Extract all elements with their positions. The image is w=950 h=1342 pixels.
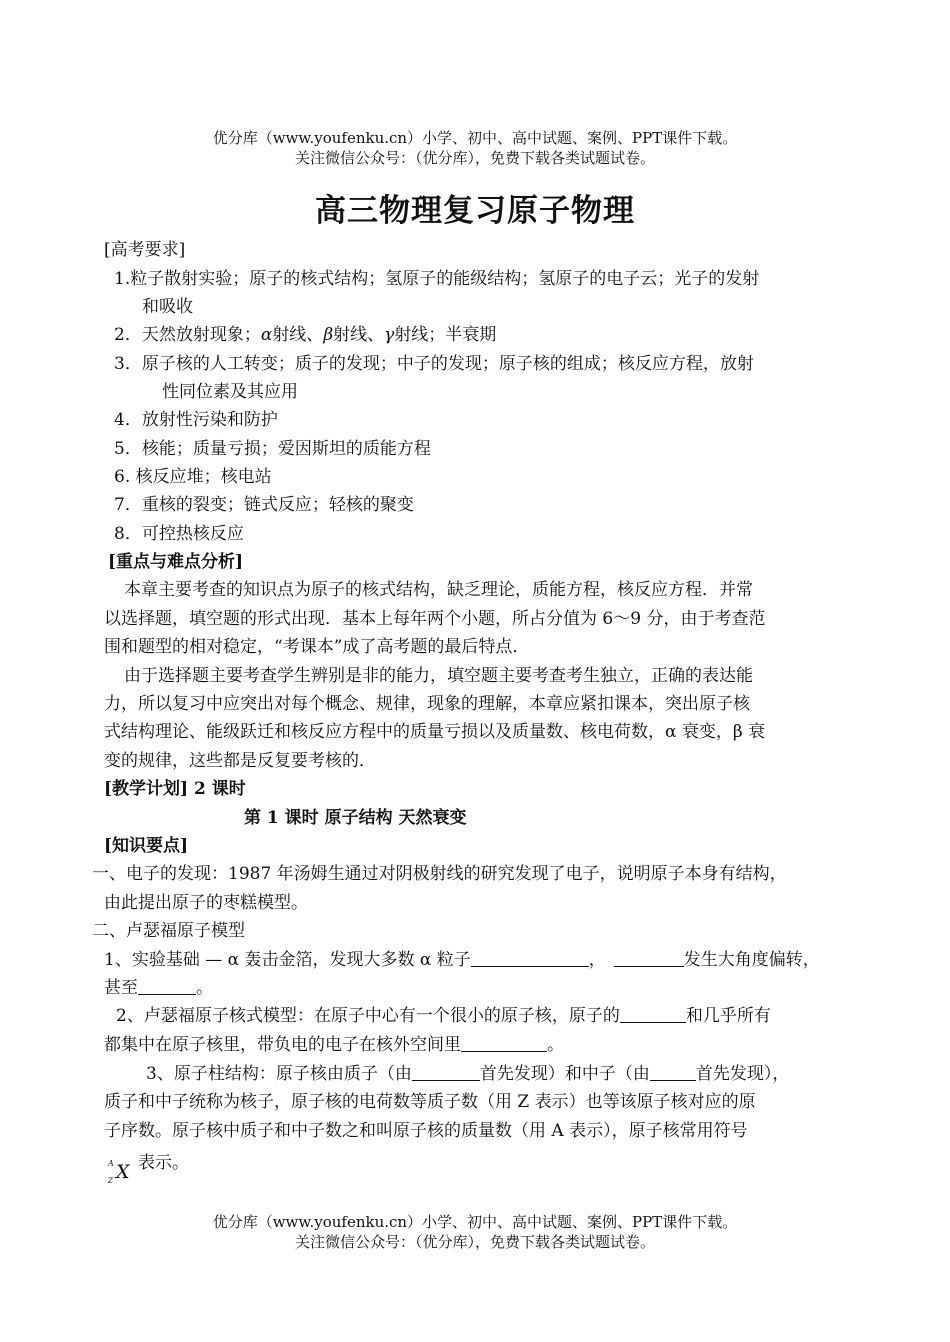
requirement-4: 4．放射性污染和防护	[114, 410, 278, 430]
requirement-2-text: 射线；半衰期	[394, 325, 497, 345]
question-3-cont: 质子和中子统称为核子，原子核的电荷数等质子数（用 Z 表示）也等该原子核对应的原	[104, 1092, 756, 1112]
analysis-paragraph-2: 变的规律，这些都是反复要考核的．	[104, 751, 376, 771]
analysis-paragraph-2: 由于选择题主要考查学生辨别是非的能力，填空题主要考查考生独立，正确的表达能	[124, 666, 753, 686]
page-footer	[0, 1212, 950, 1252]
atomic-number-label: Z	[108, 1177, 113, 1185]
requirement-2-text: 射线、	[333, 325, 385, 345]
question-3-text: 3、原子柱结构：原子核由质子（由	[146, 1064, 412, 1084]
analysis-paragraph-1: 围和题型的相对稳定，“考课本”成了高考题的最后特点．	[104, 637, 530, 657]
answer-blank[interactable]	[471, 948, 589, 967]
requirement-1: 1.粒子散射实验；原子的核式结构；氢原子的能级结构；氢原子的电子云；光子的发射	[114, 269, 760, 289]
question-1-text: ，	[588, 950, 606, 970]
question-1-text: 发生大角度偏转，	[683, 950, 820, 970]
question-2-text: 。	[547, 1035, 564, 1055]
header-line-2: 关注微信公众号：（优分库），免费下载各类试题试卷。	[294, 149, 655, 167]
header-line-1: 优分库（www.youfenku.cn）小学、初中、高中试题、案例、PPT课件下载。	[212, 129, 738, 147]
question-1-text: 。	[196, 978, 213, 998]
section-1: 一、电子的发现：1987 年汤姆生通过对阴极射线的研究发现了电子，说明原子本身有结构，	[92, 864, 787, 884]
question-1-text: 1、实验基础 — α 轰击金箔，发现大多数 α 粒子	[104, 950, 471, 970]
answer-blank[interactable]	[614, 948, 684, 967]
section-1-cont: 由此提出原子的枣糕模型。	[104, 893, 308, 913]
requirement-1-cont: 和吸收	[142, 297, 193, 317]
requirement-3: 3．原子核的人工转变；质子的发现；中子的发现；原子核的组成；核反应方程，放射	[114, 354, 754, 374]
question-2-cont	[104, 1033, 564, 1057]
question-2	[116, 1004, 771, 1028]
question-2-text: 都集中在原子核里，带负电的电子在核外空间里	[104, 1035, 461, 1055]
nuclide-symbol	[106, 1157, 136, 1191]
analysis-paragraph-2: 式结构理论、能级跃迁和核反应方程中的质量亏损以及质量数、核电荷数，α 衰变，β 衰	[104, 722, 766, 742]
answer-blank[interactable]	[412, 1062, 480, 1081]
question-2-text: 和几乎所有	[685, 1006, 771, 1026]
footer-line-2: 关注微信公众号：（优分库），免费下载各类试题试卷。	[294, 1233, 655, 1251]
lesson-title: 第 1 课时 原子结构 天然衰变	[244, 808, 467, 828]
element-symbol: X	[116, 1161, 130, 1183]
section-2: 二、卢瑟福原子模型	[92, 921, 245, 941]
requirement-3-cont: 性同位素及其应用	[162, 382, 298, 402]
requirement-7: 7．重核的裂变；链式反应；轻核的聚变	[114, 495, 414, 515]
requirement-2-text: 2．天然放射现象；	[114, 325, 261, 345]
answer-blank[interactable]	[461, 1033, 547, 1052]
beta-symbol: β	[323, 325, 334, 345]
question-1	[104, 948, 820, 972]
page-title: 高三物理复习原子物理	[315, 193, 635, 229]
gamma-symbol: γ	[384, 325, 395, 345]
analysis-heading: [重点与难点分析]	[108, 552, 244, 572]
mass-number-label: A	[108, 1159, 114, 1168]
question-3-end: 表示。	[138, 1153, 189, 1173]
analysis-paragraph-1: 以选择题，填空题的形式出现．基本上每年两个小题，所占分值为 6～9 分，由于考查范	[104, 609, 766, 629]
requirement-8: 8．可控热核反应	[114, 524, 244, 544]
answer-blank[interactable]	[138, 976, 196, 995]
question-3	[146, 1062, 789, 1086]
plan-heading: [教学计划] 2 课时	[104, 779, 246, 799]
page-header	[0, 128, 950, 168]
question-3-text: 首先发现），	[695, 1064, 790, 1084]
question-1-cont	[104, 976, 213, 1000]
answer-blank[interactable]	[620, 1004, 686, 1023]
answer-blank[interactable]	[650, 1062, 696, 1081]
requirement-5: 5．核能；质量亏损；爱因斯坦的质能方程	[114, 439, 431, 459]
requirement-2-text: 射线、	[272, 325, 324, 345]
knowledge-heading: [知识要点]	[104, 836, 189, 856]
question-2-text: 2、卢瑟福原子核式模型：在原子中心有一个很小的原子核，原子的	[116, 1006, 620, 1026]
analysis-paragraph-1: 本章主要考查的知识点为原子的核式结构，缺乏理论，质能方程，核反应方程．并常	[124, 580, 753, 600]
analysis-paragraph-2: 力，所以复习中应突出对每个概念、规律，现象的理解，本章应紧扣课本，突出原子核	[104, 694, 750, 714]
requirement-2	[114, 323, 496, 347]
alpha-symbol: α	[260, 325, 273, 345]
footer-line-1: 优分库（www.youfenku.cn）小学、初中、高中试题、案例、PPT课件下载。	[212, 1213, 738, 1231]
requirement-6: 6. 核反应堆；核电站	[114, 467, 272, 487]
question-3-cont: 子序数。原子核中质子和中子数之和叫原子核的质量数（用 A 表示），原子核常用符号	[104, 1121, 748, 1141]
question-3-text: 首先发现）和中子（由	[479, 1064, 650, 1084]
question-1-text: 甚至	[104, 978, 138, 998]
requirements-heading: [高考要求]	[104, 240, 186, 260]
